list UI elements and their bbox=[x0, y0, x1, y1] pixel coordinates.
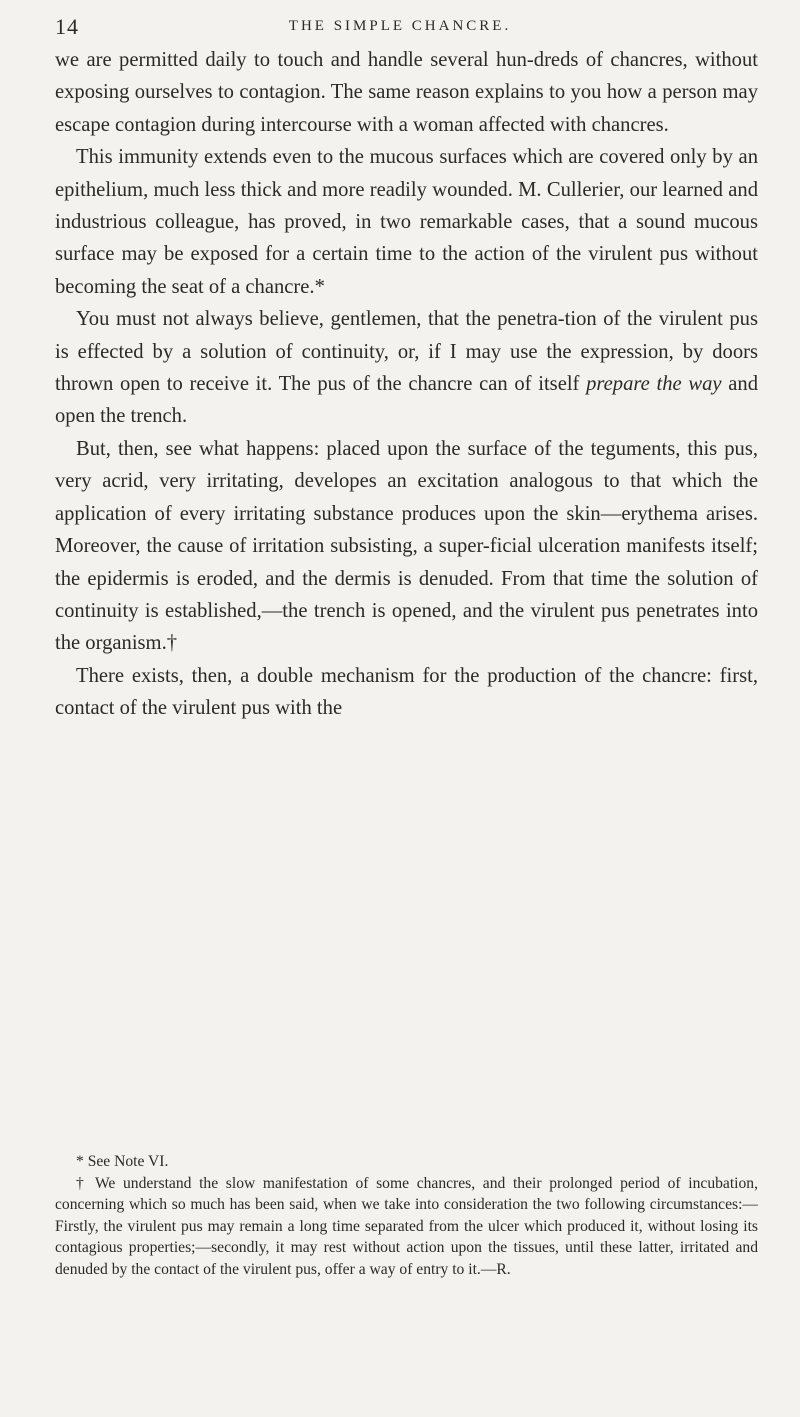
running-title: THE SIMPLE CHANCRE. bbox=[288, 18, 512, 34]
paragraph-penetration-text-end: and open the trench. bbox=[55, 373, 758, 428]
body-text bbox=[55, 44, 758, 725]
footnote-dagger: † We understand the slow manifestation of some chancres, and their prolonged period of incubation, concerning which so much has been said, when we take into consideration the two following circumstances:— Firstly, the virulent pus may remain a long time separated from the ulcer which produced it, without losing its contagious properties;—secondly, it may rest without action upon the tissues, until these latter, irritated and denuded by the contact of the virulent pus, offer a way of entry to it.—R. bbox=[55, 1174, 758, 1278]
paragraph-immunity: This immunity extends even to the mucous surfaces which are covered only by an epithelium, much less thick and more readily wounded. M. Cullerier, our learned and industrious colleague, has proved, in two remarkable cases, that a sound mucous surface may be exposed for a certain time to the action of the virulent pus without becoming the seat of a chancre.* bbox=[55, 146, 758, 298]
paragraph-continued: we are permitted daily to touch and handle several hun-dreds of chancres, without exposing ourselves to contagion. The same reason explains to you how a person may escape contagion during intercourse with a woman affected with chancres. bbox=[55, 49, 758, 136]
footnote-star: * See Note VI. bbox=[76, 1153, 169, 1170]
paragraph-penetration bbox=[55, 303, 758, 433]
paragraph-double-mechanism: There exists, then, a double mechanism for the production of the chancre: first, contact of the virulent pus with the bbox=[55, 664, 758, 720]
footnotes bbox=[55, 1151, 758, 1281]
italic-phrase: prepare the way bbox=[586, 373, 722, 396]
paragraph-penetration-text-start: You must not always believe, gentlemen, that the penetra-tion of the virulent pus is effected by a solution of continuity, or, if I may use the expression, by doors thrown open to receive it. The pus of the chancre can of itself bbox=[55, 308, 758, 396]
paragraph-irritation: But, then, see what happens: placed upon the surface of the teguments, this pus, very acrid, very irritating, developes an excitation analogous to that which the application of every irritating substance produces upon the skin—erythema arises. Moreover, the cause of irritation subsisting, a super-ficial ulceration manifests itself; the epidermis is eroded, and the dermis is denuded. From that time the solution of continuity is established,—the trench is opened, and the virulent pus penetrates into the organism.† bbox=[55, 437, 758, 655]
page-number: 14 bbox=[55, 14, 79, 39]
